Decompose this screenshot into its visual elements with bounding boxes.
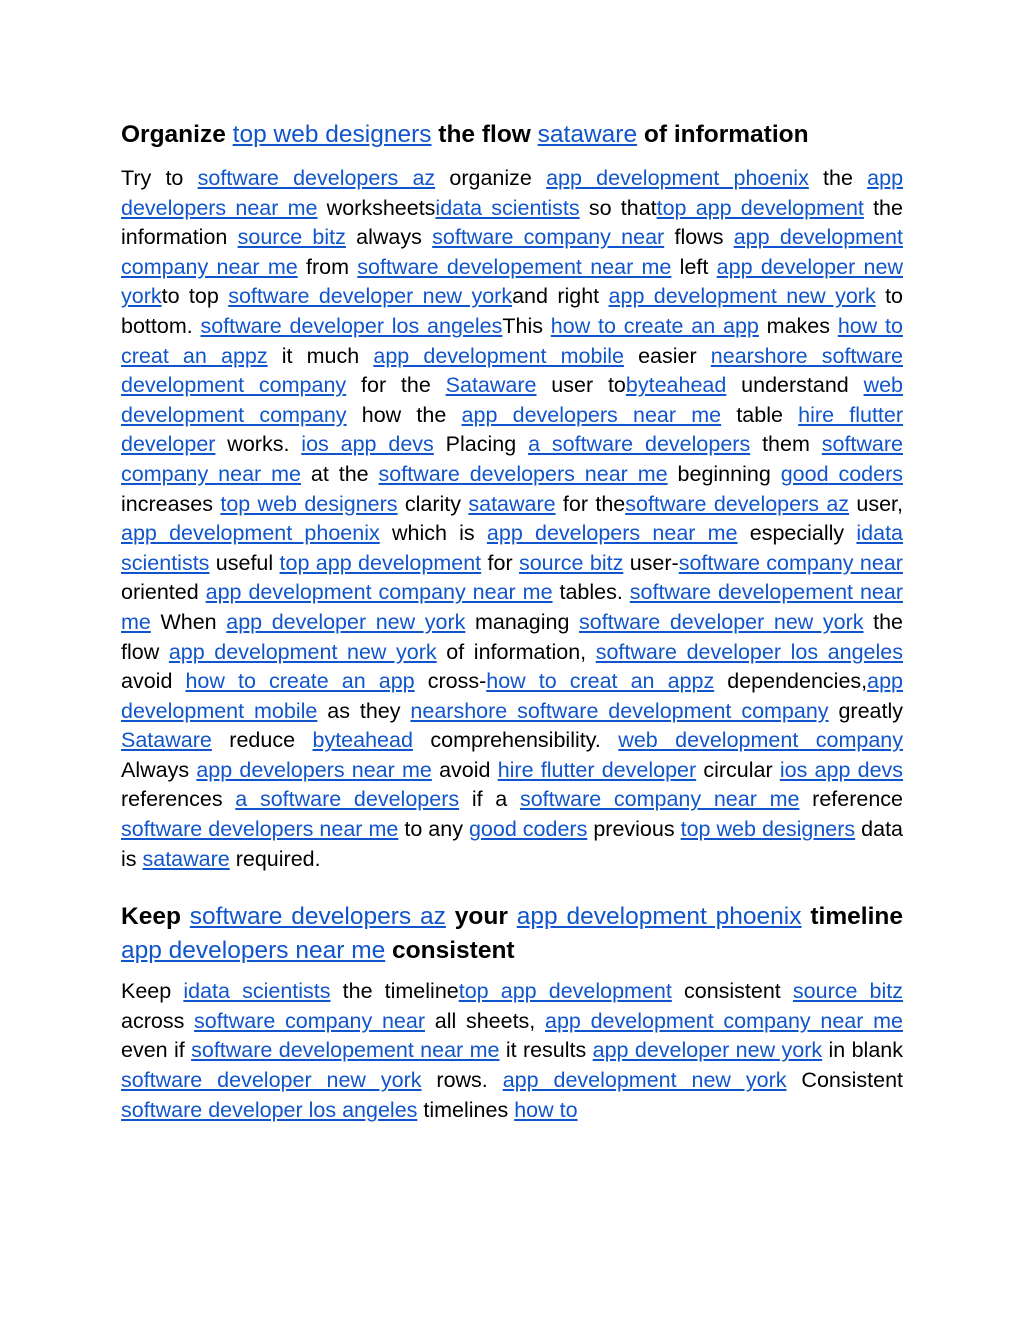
text-run: avoid xyxy=(121,669,186,694)
inline-link[interactable]: app development mobile xyxy=(121,669,904,723)
inline-link[interactable]: software developers near me xyxy=(378,461,668,486)
inline-link[interactable]: web development company xyxy=(121,373,904,427)
text-run: previous xyxy=(587,817,681,842)
inline-link[interactable]: app development phoenix xyxy=(546,166,809,190)
text-run: Placing xyxy=(433,432,529,457)
inline-link[interactable]: byteahead xyxy=(312,728,413,753)
text-run: worksheets xyxy=(317,195,436,220)
text-run: flows xyxy=(664,225,734,250)
inline-link[interactable]: good coders xyxy=(780,461,903,486)
inline-link[interactable]: app development company near me xyxy=(545,1008,903,1033)
text-run: so that xyxy=(579,195,657,220)
text-run: clarity xyxy=(397,491,469,516)
text-run: always xyxy=(345,225,433,250)
inline-link[interactable]: software developement near me xyxy=(357,254,672,279)
text-run: them xyxy=(750,432,822,457)
text-run: which is xyxy=(379,521,487,546)
text-run: reference xyxy=(799,787,903,812)
text-run: to bottom. xyxy=(121,284,904,338)
text-run: from xyxy=(297,254,358,279)
inline-link[interactable]: top web designers xyxy=(232,121,432,148)
inline-link[interactable]: hire flutter developer xyxy=(121,402,904,457)
text-run: of information xyxy=(637,121,809,148)
inline-link[interactable]: app developer new york xyxy=(226,609,466,634)
inline-link[interactable]: software developement near me xyxy=(121,580,904,634)
text-run: the timeline xyxy=(330,979,459,1004)
inline-link[interactable]: software developer new york xyxy=(579,609,864,634)
text-run: oriented xyxy=(121,580,206,605)
text-run: even if xyxy=(121,1038,192,1063)
inline-link[interactable]: software company near xyxy=(678,550,903,575)
section-paragraph-organize xyxy=(121,164,903,874)
inline-link[interactable]: sataware xyxy=(537,121,638,148)
text-run: timeline xyxy=(801,903,903,931)
inline-link[interactable]: source bitz xyxy=(518,550,624,575)
text-run: for xyxy=(481,550,519,575)
text-run: reduce xyxy=(211,728,313,753)
text-run: makes xyxy=(758,313,838,338)
text-run: Organize xyxy=(121,121,233,148)
text-run: for the xyxy=(555,491,626,516)
text-run: managing xyxy=(465,609,579,634)
text-run: data is xyxy=(121,817,904,871)
inline-link[interactable]: top web designers xyxy=(220,491,398,516)
text-run: in blank xyxy=(822,1038,903,1063)
text-run: left xyxy=(671,254,717,279)
text-run: avoid xyxy=(431,757,498,782)
inline-link[interactable]: nearshore software development company xyxy=(410,698,829,723)
text-run: across xyxy=(121,1008,195,1033)
text-run: required. xyxy=(229,846,321,871)
inline-link[interactable]: idata scientists xyxy=(121,521,904,575)
text-run: beginning xyxy=(667,461,781,486)
inline-link[interactable]: software developer new york xyxy=(121,1068,422,1093)
text-run: all sheets, xyxy=(425,1008,545,1033)
text-run: Always xyxy=(121,757,197,782)
text-run: the information xyxy=(121,195,903,250)
inline-link[interactable]: top app development xyxy=(279,550,482,575)
text-run: it results xyxy=(499,1038,593,1063)
text-run: easier xyxy=(623,343,711,368)
text-run: organize xyxy=(435,166,547,190)
inline-link[interactable]: software developer new york xyxy=(228,284,513,309)
inline-link[interactable]: a software developers xyxy=(235,787,460,812)
inline-link[interactable]: Sataware xyxy=(445,373,537,398)
inline-link[interactable]: sataware xyxy=(142,846,230,871)
inline-link[interactable]: source bitz xyxy=(237,225,346,250)
text-run: circular xyxy=(696,757,780,782)
inline-link[interactable]: source bitz xyxy=(792,979,904,1004)
text-run: table xyxy=(721,402,799,427)
inline-link[interactable]: app developers near me xyxy=(486,521,738,546)
inline-link[interactable]: a software developers xyxy=(528,432,751,457)
text-run: Try to xyxy=(121,166,198,190)
inline-link[interactable]: app development mobile xyxy=(373,343,624,368)
inline-link[interactable]: how to creat an appz xyxy=(121,313,903,368)
inline-link[interactable]: app development new york xyxy=(608,284,876,309)
inline-link[interactable]: app developers near me xyxy=(121,937,386,965)
inline-link[interactable]: byteahead xyxy=(625,373,727,398)
text-run: Keep xyxy=(121,979,184,1004)
inline-link[interactable]: how to create an app xyxy=(185,669,415,694)
text-run: to any xyxy=(398,817,469,842)
text-run: Consistent xyxy=(786,1068,903,1093)
inline-link[interactable]: app development company near me xyxy=(121,225,903,279)
inline-link[interactable]: how to xyxy=(514,1097,578,1122)
text-run: increases xyxy=(121,491,221,516)
inline-link[interactable]: app developers near me xyxy=(196,757,432,782)
text-run: to top xyxy=(161,284,229,309)
text-run: useful xyxy=(209,550,280,575)
inline-link[interactable]: app development phoenix xyxy=(516,903,802,931)
inline-link[interactable]: software developement near me xyxy=(191,1038,500,1063)
document-page xyxy=(121,118,903,1125)
text-run: how the xyxy=(346,402,462,427)
text-run: the flow xyxy=(121,609,903,664)
inline-link[interactable]: Sataware xyxy=(121,728,212,753)
section-heading-keep-timeline xyxy=(121,900,903,968)
text-run: works. xyxy=(215,432,302,457)
inline-link[interactable]: top app development xyxy=(458,979,672,1004)
inline-link[interactable]: software developers az xyxy=(625,491,850,516)
inline-link[interactable]: app development company near me xyxy=(205,580,553,605)
inline-link[interactable]: top web designers xyxy=(680,817,856,842)
inline-link[interactable]: app development new york xyxy=(502,1068,787,1093)
inline-link[interactable]: software developers az xyxy=(197,166,436,190)
text-run: user- xyxy=(623,550,679,575)
inline-link[interactable]: app developer new york xyxy=(592,1038,823,1063)
text-run: tables. xyxy=(552,580,630,605)
inline-link[interactable]: top app development xyxy=(656,195,864,220)
inline-link[interactable]: software company near me xyxy=(121,432,904,486)
inline-link[interactable]: software company near me xyxy=(519,787,800,812)
inline-link[interactable]: how to create an app xyxy=(550,313,759,338)
section-paragraph-keep-timeline xyxy=(121,977,903,1125)
text-run: comprehensibility. xyxy=(412,728,619,753)
text-run: and right xyxy=(512,284,609,309)
text-run: if a xyxy=(459,787,520,812)
inline-link[interactable]: software company near xyxy=(432,225,665,250)
inline-link[interactable]: idata scientists xyxy=(183,979,331,1004)
text-run: your xyxy=(445,903,517,931)
inline-link[interactable]: web development company xyxy=(618,728,903,753)
inline-link[interactable]: ios app devs xyxy=(301,432,434,457)
text-run: at the xyxy=(300,461,379,486)
text-run: as they xyxy=(317,698,411,723)
inline-link[interactable]: app development phoenix xyxy=(121,521,380,546)
text-run: understand xyxy=(726,373,864,398)
inline-link[interactable]: idata scientists xyxy=(435,195,580,220)
inline-link[interactable]: ios app devs xyxy=(779,757,904,782)
text-run: the flow xyxy=(431,121,538,148)
text-run: user, xyxy=(849,491,903,516)
text-run: especially xyxy=(737,521,857,546)
text-run: consistent xyxy=(385,937,515,965)
text-run: references xyxy=(121,787,236,812)
text-run: cross- xyxy=(414,669,487,694)
text-run: the xyxy=(808,166,868,190)
text-run: dependencies, xyxy=(714,669,868,694)
inline-link[interactable]: software developers az xyxy=(189,903,446,931)
inline-link[interactable]: software company near xyxy=(194,1008,426,1033)
text-run: This xyxy=(502,313,551,338)
inline-link[interactable]: software developer los angeles xyxy=(595,639,903,664)
text-run: for the xyxy=(346,373,446,398)
inline-link[interactable]: software developer los angeles xyxy=(121,1097,418,1122)
text-run: consistent xyxy=(671,979,793,1004)
section-heading-organize xyxy=(121,118,903,152)
inline-link[interactable]: app development new york xyxy=(168,639,437,664)
inline-link[interactable]: software developers near me xyxy=(121,817,399,842)
text-run: timelines xyxy=(417,1097,515,1122)
inline-link[interactable]: sataware xyxy=(468,491,556,516)
inline-link[interactable]: app developers near me xyxy=(121,166,904,220)
inline-link[interactable]: hire flutter developer xyxy=(497,757,697,782)
text-run: user to xyxy=(536,373,626,398)
text-run: Keep xyxy=(121,903,190,931)
inline-link[interactable]: app developer new york xyxy=(121,254,903,309)
inline-link[interactable]: software developer los angeles xyxy=(200,313,503,338)
inline-link[interactable]: app developers near me xyxy=(461,402,722,427)
inline-link[interactable]: how to creat an appz xyxy=(486,669,715,694)
text-run: When xyxy=(150,609,227,634)
text-run: greatly xyxy=(828,698,903,723)
text-run: of information, xyxy=(436,639,596,664)
text-run: rows. xyxy=(421,1068,503,1093)
inline-link[interactable]: nearshore software development company xyxy=(121,343,904,398)
text-run: it much xyxy=(267,343,374,368)
inline-link[interactable]: good coders xyxy=(468,817,588,842)
